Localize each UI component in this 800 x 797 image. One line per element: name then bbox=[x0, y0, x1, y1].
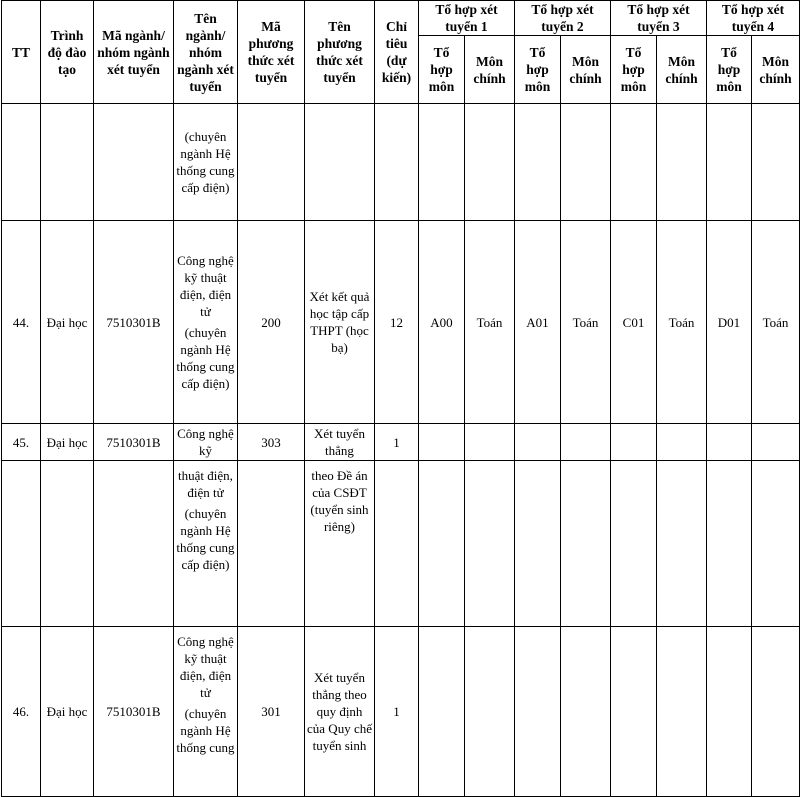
header-chi-tieu: Chỉ tiêu (dự kiến) bbox=[375, 1, 419, 104]
cell-mon-chinh-4: Toán bbox=[752, 221, 800, 424]
header-to-hop-3: Tổ hợp xét tuyển 3 bbox=[611, 1, 707, 36]
cell-chi-tieu: 1 bbox=[375, 627, 419, 797]
table-row bbox=[2, 461, 800, 627]
cell-ma-phuong-thuc: 200 bbox=[238, 221, 305, 424]
cell-ten-nganh bbox=[174, 221, 238, 424]
cell-trinh-do: Đại học bbox=[41, 424, 94, 461]
cell-tt: 45. bbox=[2, 424, 41, 461]
cell-ma-phuong-thuc: 303 bbox=[238, 424, 305, 461]
ten-nganh-part: Công nghệ kỹ thuật điện, điện tử bbox=[177, 634, 234, 700]
cell-ten-phuong-thuc: theo Đề án của CSĐT (tuyển sinh riêng) bbox=[305, 461, 375, 627]
cell-mon-chinh-3: Toán bbox=[657, 221, 707, 424]
subheader-mon-chinh-2: Môn chính bbox=[561, 36, 611, 104]
header-to-hop-2: Tổ hợp xét tuyển 2 bbox=[515, 1, 611, 36]
header-ma-phuong-thuc: Mã phương thức xét tuyển bbox=[238, 1, 305, 104]
cell-ma-nganh: 7510301B bbox=[94, 424, 174, 461]
cell-chi-tieu: 12 bbox=[375, 221, 419, 424]
cell-ten-phuong-thuc: Xét kết quả học tập cấp THPT (học bạ) bbox=[305, 221, 375, 424]
header-to-hop-1: Tổ hợp xét tuyển 1 bbox=[419, 1, 515, 36]
ten-nganh-part: (chuyên ngành Hệ thống cung cấp điện) bbox=[176, 325, 235, 391]
header-ma-nganh: Mã ngành/ nhóm ngành xét tuyển bbox=[94, 1, 174, 104]
cell-mon-chinh-2: Toán bbox=[561, 221, 611, 424]
admission-table bbox=[1, 0, 800, 797]
cell-chi-tieu: 1 bbox=[375, 424, 419, 461]
cell-to-hop-4: D01 bbox=[707, 221, 752, 424]
table-row bbox=[2, 104, 800, 221]
cell-mon-chinh-1: Toán bbox=[465, 221, 515, 424]
cell-trinh-do: Đại học bbox=[41, 627, 94, 797]
cell-to-hop-1: A00 bbox=[419, 221, 465, 424]
cell-to-hop-2: A01 bbox=[515, 221, 561, 424]
cell-ten-phuong-thuc: Xét tuyển thẳng theo quy định của Quy chế tuyển sinh bbox=[305, 627, 375, 797]
cell-to-hop-3: C01 bbox=[611, 221, 657, 424]
subheader-to-hop-mon-3: Tổ hợp môn bbox=[611, 36, 657, 104]
header-to-hop-4: Tổ hợp xét tuyển 4 bbox=[707, 1, 800, 36]
cell-ten-nganh: Công nghệ kỹ bbox=[174, 424, 238, 461]
table-row bbox=[2, 424, 800, 461]
table-row bbox=[2, 221, 800, 424]
header-ten-nganh: Tên ngành/ nhóm ngành xét tuyển bbox=[174, 1, 238, 104]
cell-ma-nganh: 7510301B bbox=[94, 221, 174, 424]
subheader-mon-chinh-1: Môn chính bbox=[465, 36, 515, 104]
table-row bbox=[2, 627, 800, 797]
cell-tt: 46. bbox=[2, 627, 41, 797]
ten-nganh-part: (chuyên ngành Hệ thống cung bbox=[176, 706, 235, 755]
header-tt: TT bbox=[2, 1, 41, 104]
subheader-to-hop-mon-4: Tổ hợp môn bbox=[707, 36, 752, 104]
cell-ten-phuong-thuc: Xét tuyển thẳng bbox=[305, 424, 375, 461]
subheader-to-hop-mon-2: Tổ hợp môn bbox=[515, 36, 561, 104]
subheader-mon-chinh-3: Môn chính bbox=[657, 36, 707, 104]
cell-ten-nganh bbox=[174, 627, 238, 797]
header-ten-phuong-thuc: Tên phương thức xét tuyển bbox=[305, 1, 375, 104]
header-trinh-do: Trình độ đào tạo bbox=[41, 1, 94, 104]
ten-nganh-part: thuật điện, điện tử bbox=[178, 468, 233, 500]
subheader-to-hop-mon-1: Tổ hợp môn bbox=[419, 36, 465, 104]
cell-ma-phuong-thuc: 301 bbox=[238, 627, 305, 797]
cell-ten-nganh: (chuyên ngành Hệ thống cung cấp điện) bbox=[174, 104, 238, 221]
subheader-mon-chinh-4: Môn chính bbox=[752, 36, 800, 104]
ten-nganh-part: Công nghệ kỹ thuật điện, điện tử bbox=[177, 253, 234, 319]
cell-ma-nganh: 7510301B bbox=[94, 627, 174, 797]
cell-trinh-do: Đại học bbox=[41, 221, 94, 424]
cell-tt: 44. bbox=[2, 221, 41, 424]
ten-nganh-part: (chuyên ngành Hệ thống cung cấp điện) bbox=[176, 506, 235, 572]
cell-ten-nganh bbox=[174, 461, 238, 627]
